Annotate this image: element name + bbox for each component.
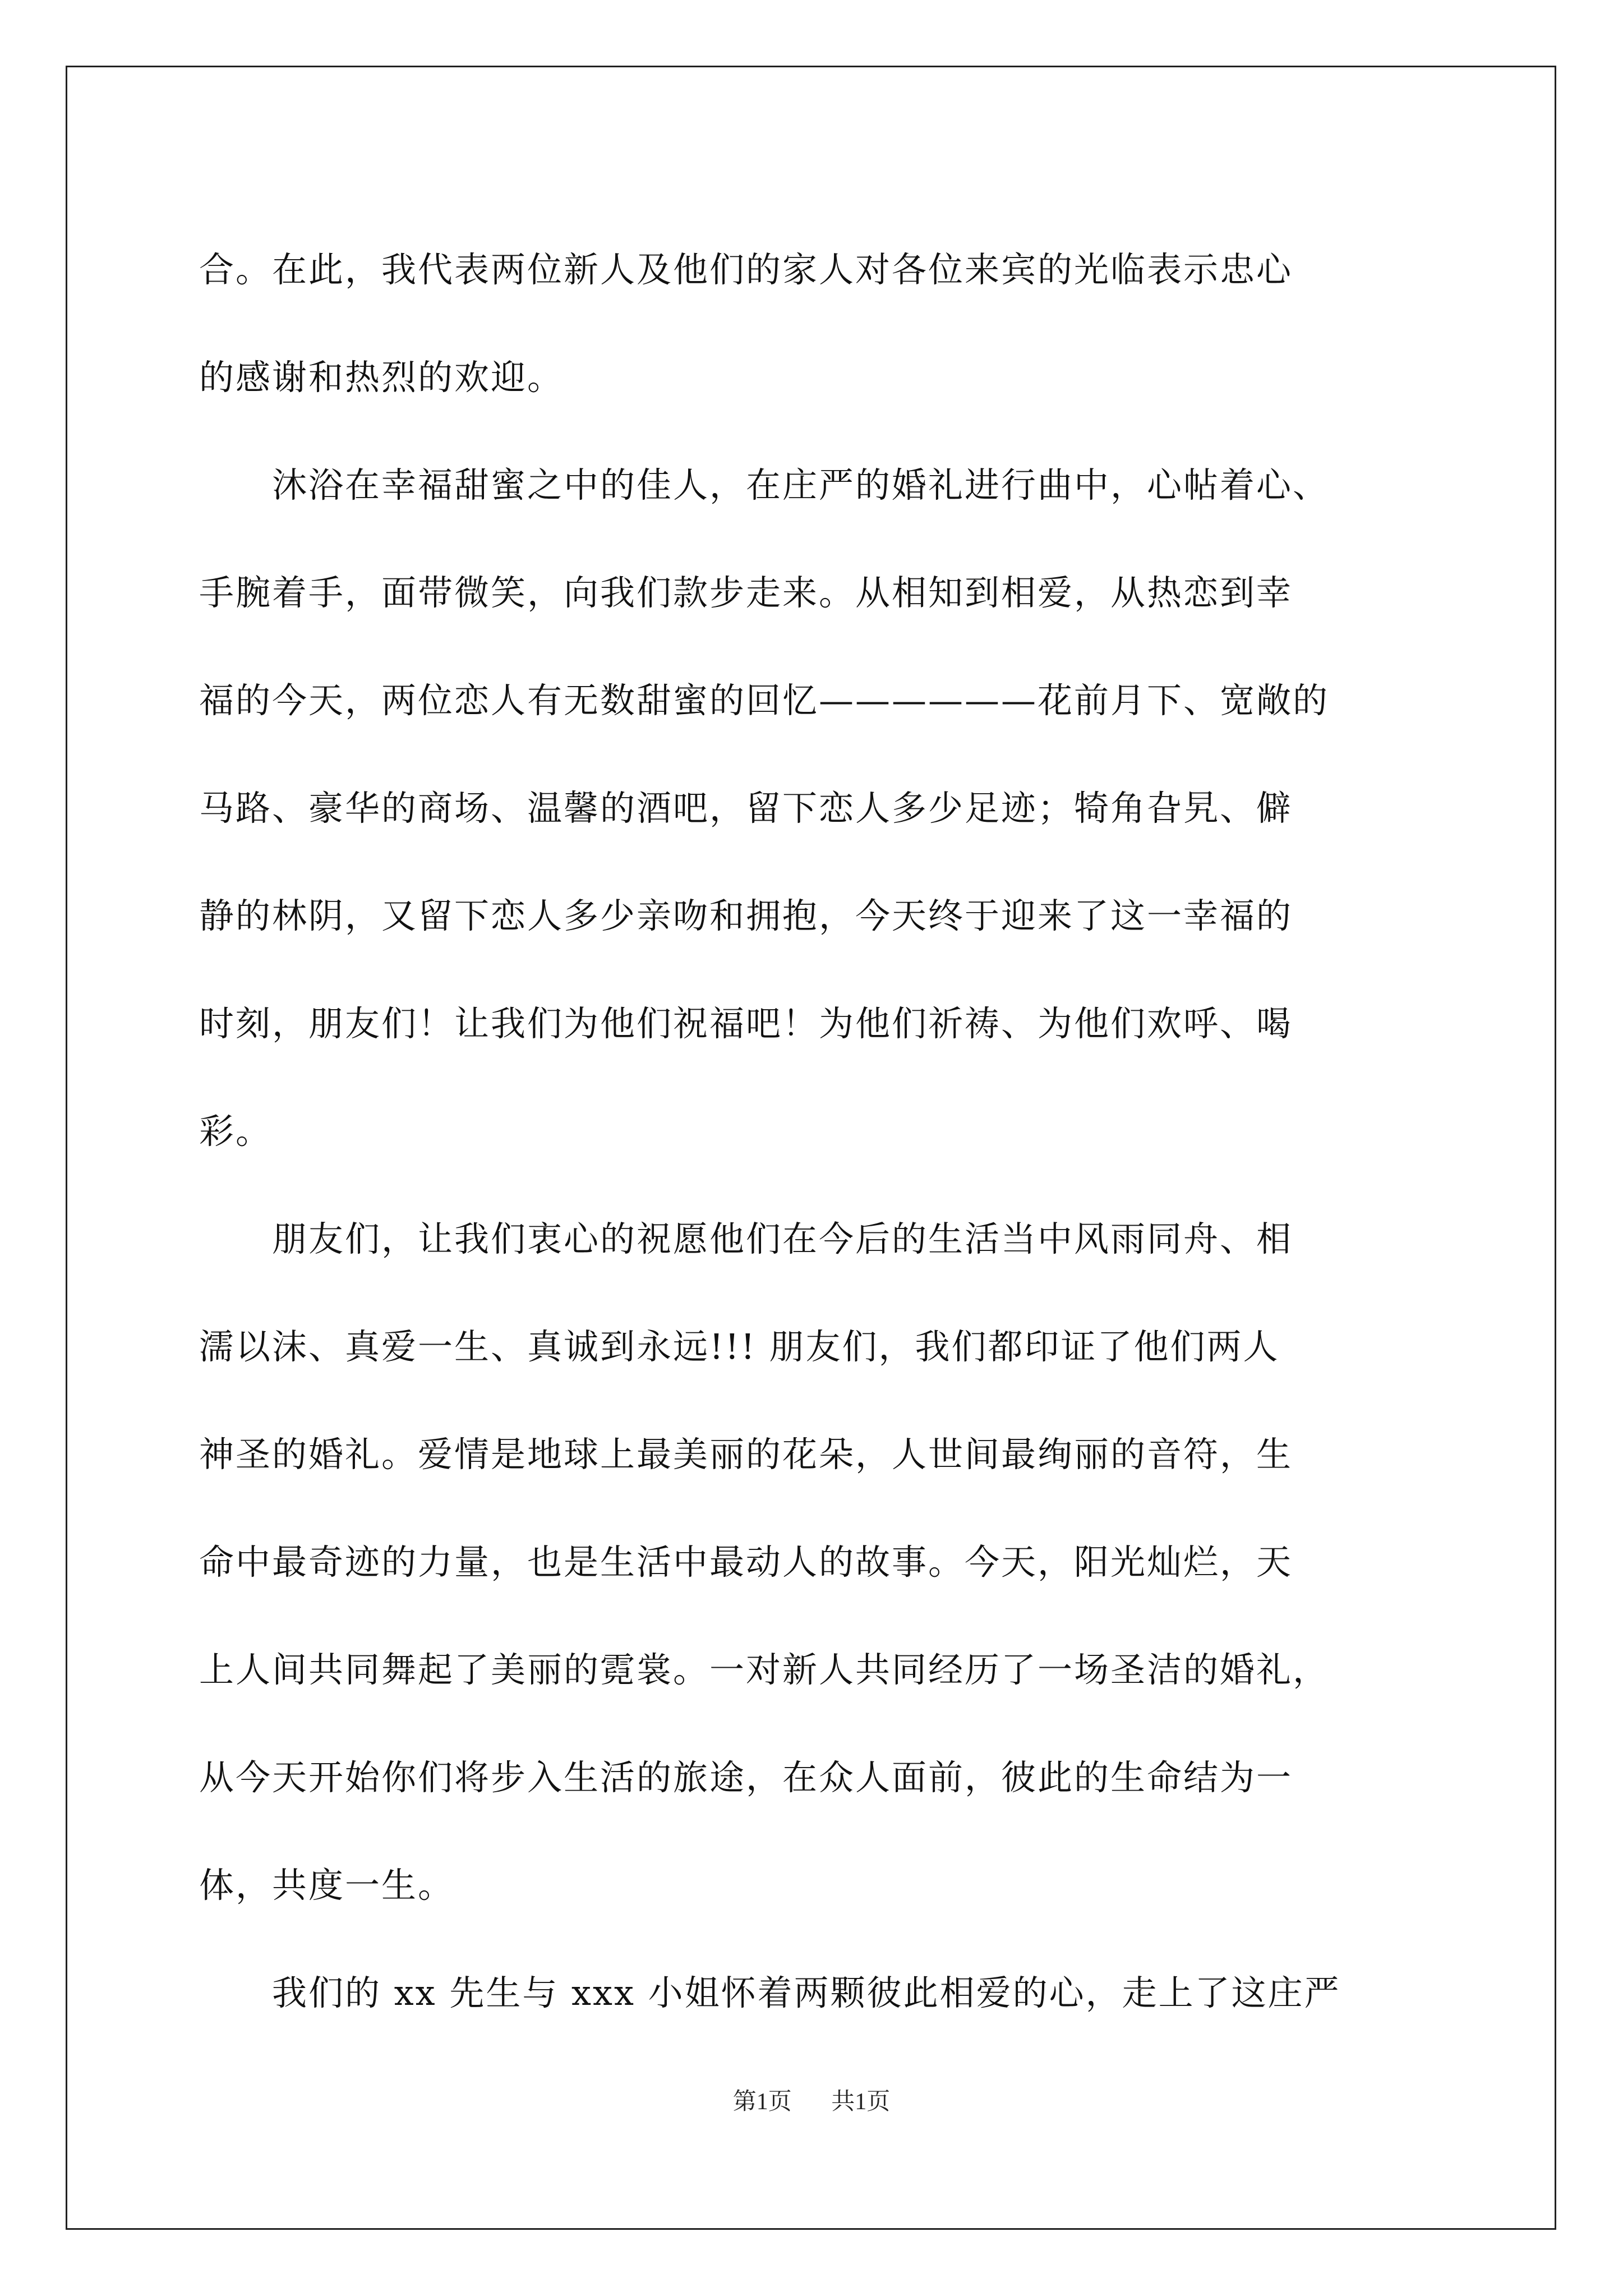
text-line: 静的林阴，又留下恋人多少亲吻和拥抱，今天终于迎来了这一幸福的 [199,895,1293,936]
page-total: 共1页 [831,2089,891,2115]
text-line: 神圣的婚礼。爱情是地球上最美丽的花朵，人世间最绚丽的音符，生 [199,1434,1293,1475]
text-line: 彩。 [199,1111,273,1152]
page-footer [0,2083,1623,2116]
page-number: 第1页 [732,2089,792,2115]
text-line: 从今天开始你们将步入生活的旅途，在众人面前，彼此的生命结为一 [199,1757,1293,1798]
text-line: 福的今天，两位恋人有无数甜蜜的回忆——————花前月下、宽敞的 [199,680,1330,721]
text-line: 马路、豪华的商场、温馨的酒吧，留下恋人多少足迹；犄角旮旯、僻 [199,788,1293,829]
text-line: 命中最奇迹的力量，也是生活中最动人的故事。今天，阳光灿烂，天 [199,1542,1293,1582]
text-line: 朋友们，让我们衷心的祝愿他们在今后的生活当中风雨同舟、相 [199,1218,1293,1259]
text-line: 沐浴在幸福甜蜜之中的佳人，在庄严的婚礼进行曲中，心帖着心、 [199,464,1330,505]
document-body [199,216,1427,2047]
text-line: 时刻，朋友们！让我们为他们祝福吧！为他们祈祷、为他们欢呼、喝 [199,1003,1293,1044]
text-line: 的感谢和热烈的欢迎。 [199,357,564,398]
text-line: 手腕着手，面带微笑，向我们款步走来。从相知到相爱，从热恋到幸 [199,572,1293,613]
text-line: 体，共度一生。 [199,1865,455,1906]
text-line: 合。在此，我代表两位新人及他们的家人对各位来宾的光临表示忠心 [199,249,1293,290]
text-line: 我们的 xx 先生与 xxx 小姐怀着两颗彼此相爱的心，走上了这庄严 [199,1972,1341,2013]
text-line: 濡以沫、真爱一生、真诚到永远!!! 朋友们，我们都印证了他们两人 [199,1326,1280,1367]
text-line: 上人间共同舞起了美丽的霓裳。一对新人共同经历了一场圣洁的婚礼， [199,1649,1330,1690]
